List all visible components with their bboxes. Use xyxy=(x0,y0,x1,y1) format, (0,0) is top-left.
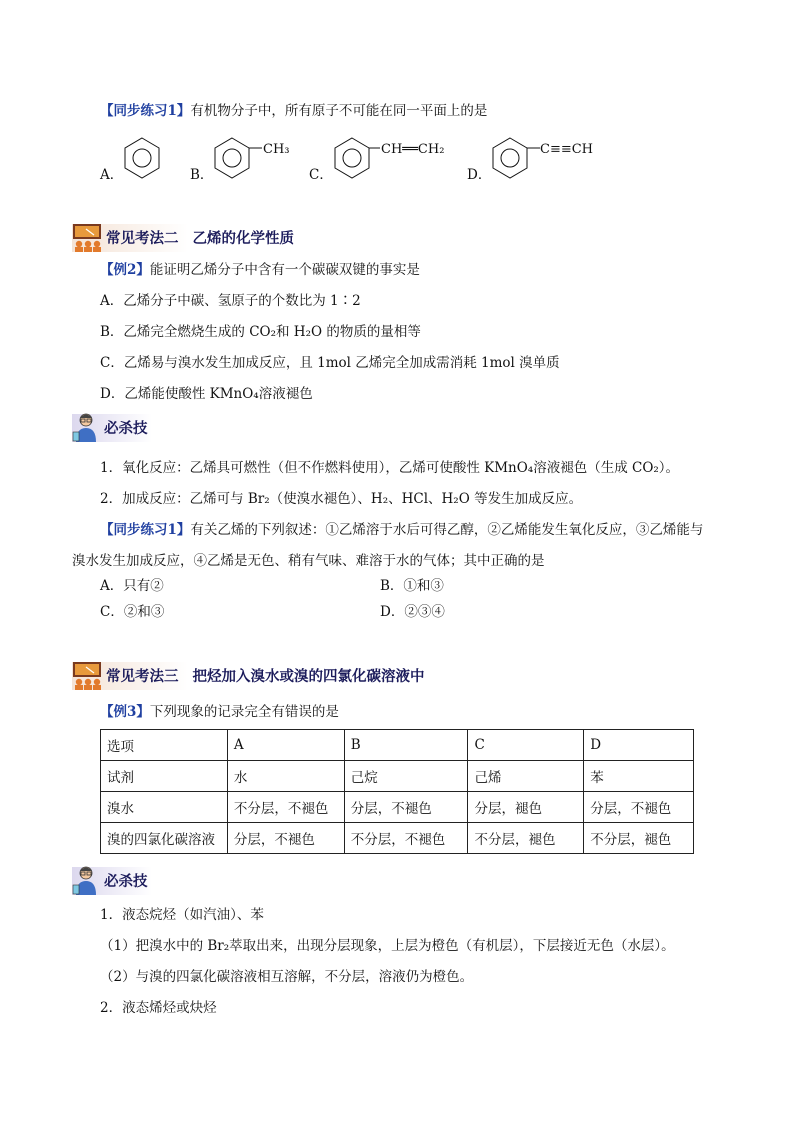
table-cell: 不分层，褪色 xyxy=(468,823,584,854)
option-a-letter: A． xyxy=(100,167,124,183)
technique1-point2: 2．加成反应：乙烯可与 Br₂（使溴水褪色）、H₂、HCl、H₂O 等发生加成反应。 xyxy=(100,491,583,507)
option-b-letter: B． xyxy=(190,167,214,183)
scientist-icon xyxy=(72,412,100,442)
practice1-question: 【同步练习1】有机物分子中，所有原子不可能在同一平面上的是 xyxy=(100,103,488,119)
technique1-point1: 1．氧化反应：乙烯具可燃性（但不作燃料使用），乙烯可使酸性 KMnO₄溶液褪色（生成 CO₂）。 xyxy=(100,460,680,476)
example3-question: 【例3】下列现象的记录完全有错误的是 xyxy=(100,704,339,720)
teacher-board-icon xyxy=(72,222,102,252)
table-cell: 己烯 xyxy=(468,761,584,792)
table-cell: 分层，不褪色 xyxy=(227,823,344,854)
option-b-substituent: CH₃ xyxy=(263,142,290,157)
table-cell: 分层，褪色 xyxy=(468,792,584,823)
technique1-heading xyxy=(72,412,148,442)
table-cell: 溴的四氯化碳溶液 xyxy=(101,823,228,854)
practice2-option-d: D．②③④ xyxy=(380,604,445,620)
table-row xyxy=(101,792,694,823)
technique2-heading xyxy=(72,865,148,895)
styrene-structure xyxy=(332,136,382,180)
practice2-line1: 【同步练习1】有关乙烯的下列叙述：①乙烯溶于水后可得乙醇，②乙烯能发生氧化反应，③乙烯能与 xyxy=(100,522,704,538)
example2-option-c: C．乙烯易与溴水发生加成反应，且 1mol 乙烯完全加成需消耗 1mol 溴单质 xyxy=(100,355,560,371)
technique2-point1: 1．液态烷烃（如汽油）、苯 xyxy=(100,907,264,923)
technique2-point3: （2）与溴的四氯化碳溶液相互溶解，不分层，溶液仍为橙色。 xyxy=(100,969,474,985)
example2-tag: 【例2】 xyxy=(100,262,150,278)
reagent-table xyxy=(100,729,694,854)
table-cell: C xyxy=(468,730,584,761)
table-cell: 分层，不褪色 xyxy=(344,792,468,823)
option-d-substituent: C≡≡CH xyxy=(540,142,594,157)
section3-subtitle: 把烃加入溴水或溴的四氯化碳溶液中 xyxy=(192,667,425,685)
option-c-letter: C． xyxy=(309,167,333,183)
practice1-tag: 【同步练习1】 xyxy=(100,103,191,119)
table-cell: 水 xyxy=(227,761,344,792)
example2-question: 【例2】能证明乙烯分子中含有一个碳碳双键的事实是 xyxy=(100,262,420,278)
scientist-icon xyxy=(72,865,100,895)
section2-heading xyxy=(72,222,472,252)
section3-title: 常见考法三 xyxy=(106,667,179,685)
teacher-board-icon xyxy=(72,660,102,690)
table-cell: 不分层，不褪色 xyxy=(227,792,344,823)
practice2-option-a: A．只有② xyxy=(100,578,164,594)
table-cell: 苯 xyxy=(584,761,694,792)
option-c-substituent: CH══CH₂ xyxy=(381,142,445,157)
practice2-line2: 溴水发生加成反应，④乙烯是无色、稍有气味、难溶于水的气体；其中正确的是 xyxy=(72,553,545,569)
practice2-tag: 【同步练习1】 xyxy=(100,522,191,538)
section2-title: 常见考法二 xyxy=(106,229,179,247)
option-d-letter: D． xyxy=(467,167,492,183)
table-cell: 溴水 xyxy=(101,792,228,823)
table-cell: D xyxy=(584,730,694,761)
table-cell: 己烷 xyxy=(344,761,468,792)
technique2-point2: （1）把溴水中的 Br₂萃取出来，出现分层现象，上层为橙色（有机层），下层接近无色（水层）。 xyxy=(100,938,675,954)
example2-option-d: D．乙烯能使酸性 KMnO₄溶液褪色 xyxy=(100,386,313,402)
example2-option-b: B．乙烯完全燃烧生成的 CO₂和 H₂O 的物质的量相等 xyxy=(100,324,421,340)
technique1-title: 必杀技 xyxy=(104,419,148,437)
section3-heading xyxy=(72,660,572,690)
table-cell: 选项 xyxy=(101,730,228,761)
section2-subtitle: 乙烯的化学性质 xyxy=(192,229,294,247)
benzene-structure-a xyxy=(122,136,162,180)
table-cell: 试剂 xyxy=(101,761,228,792)
practice2-option-b: B．①和③ xyxy=(380,578,444,594)
phenylacetylene-structure xyxy=(490,136,545,180)
table-row xyxy=(101,823,694,854)
table-cell: A xyxy=(227,730,344,761)
technique2-title: 必杀技 xyxy=(104,872,148,890)
table-cell: 分层，不褪色 xyxy=(584,792,694,823)
practice2-option-c: C．②和③ xyxy=(100,604,165,620)
table-row xyxy=(101,730,694,761)
table-cell: B xyxy=(344,730,468,761)
example3-tag: 【例3】 xyxy=(100,704,150,720)
table-cell: 不分层，不褪色 xyxy=(344,823,468,854)
table-cell: 不分层，褪色 xyxy=(584,823,694,854)
example2-option-a: A．乙烯分子中碳、氢原子的个数比为 1∶2 xyxy=(100,293,361,309)
technique2-point4: 2．液态烯烃或炔烃 xyxy=(100,1000,217,1016)
table-row xyxy=(101,761,694,792)
